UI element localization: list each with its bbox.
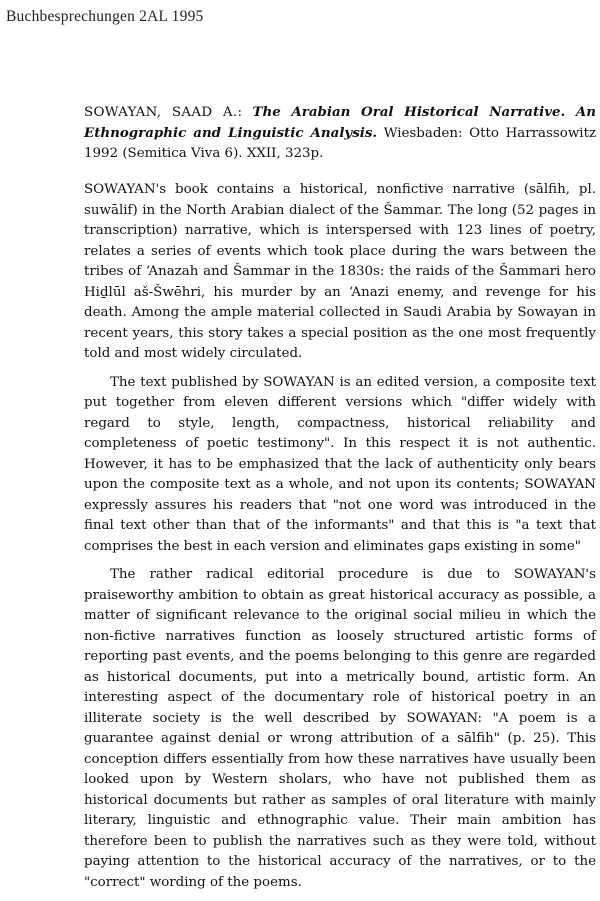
citation-title: The Arabian Oral Historical Narrative. An Ethnographic and Linguistic Analysis. [84, 104, 596, 141]
citation-author: SOWAYAN, SAAD A.: [84, 105, 243, 120]
book-citation [84, 102, 596, 164]
paragraph-3: The rather radical editorial procedure is due to SOWAYAN's praiseworthy ambition to obtain as great historical accuracy as possible, a matter of significant relevance to the original social milieu in which the non-fictive narratives function as loosely structured artistic forms of reporting past events, and the poems belonging to this genre are regarded as historical documents, put into a metrically bound, artistic form. An interesting aspect of the documentary role of historical poetry in an illiterate society is the well described by SOWAYAN: "A poem is a guarantee against denial or wrong attribution of a sālfih" (p. 25). This conception differs essentially from how these narratives have usually been looked upon by Western sholars, who have not published them as historical documents but rather as samples of oral literature with mainly literary, linguistic and ethnographic value. Their main ambition has therefore been to publish the narratives such as they were told, without paying attention to the historical accuracy of the narratives, or to the "correct" wording of the poems. [84, 567, 596, 890]
review-body [84, 180, 596, 901]
running-header: Buchbesprechungen 2AL 1995 [6, 8, 204, 25]
citation-publication: Wiesbaden: Otto Harrassowitz 1992 (Semitica Viva 6). XXII, 323p. [84, 126, 596, 161]
paragraph-1: SOWAYAN's book contains a historical, nonfictive narrative (sālfih, pl. suwālif) in the North Arabian dialect of the Šammar. The long (52 pages in transcription) narrative, which is interspersed with 123 lines of poetry, relates a series of events which took place during the wars between the tribes of ‘Anazah and Šammar in the 1830s: the raids of the Šammari hero Hiḏlūl aš-Šwēhri, his murder by an ‘Anazi enemy, and revenge for his death. Among the ample material collected in Saudi Arabia by Sowayan in recent years, this story takes a special position as the one most frequently told and most widely circulated. [84, 182, 596, 361]
paragraph-2: The text published by SOWAYAN is an edited version, a composite text put together from eleven different versions which "differ widely with regard to style, length, compactness, historical reliability and completeness of poetic testimony". In this respect it is not authentic. However, it has to be emphasized that the lack of authenticity only bears upon the composite text as a whole, and not upon its contents; SOWAYAN expressly assures his readers that "not one word was introduced in the final text other than that of the informants" and that this is "a text that comprises the best in each version and eliminates gaps existing in some" [84, 374, 596, 554]
